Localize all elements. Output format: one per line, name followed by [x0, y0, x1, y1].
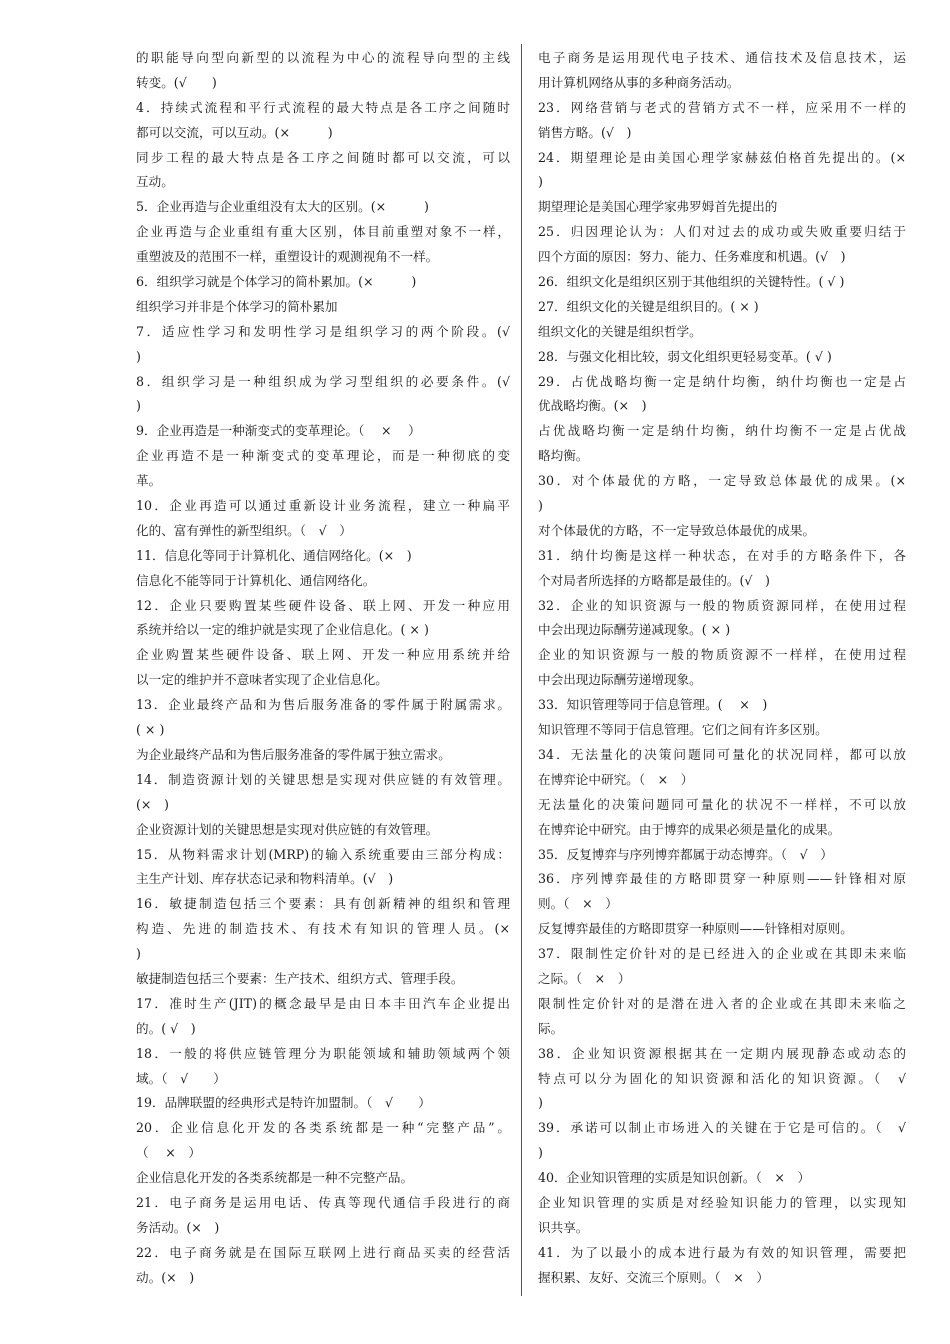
text-line: 32．企业的知识资源与一般的物质资源同样，在使用过程 [538, 597, 906, 613]
text-line: ) [538, 1095, 543, 1111]
text-line: 转变。(√ ) [136, 74, 217, 90]
text-line: 化的、富有弹性的新型组织。（ √ ） [136, 522, 352, 538]
text-line: 6．组织学习就是个体学习的简朴累加。(× ) [136, 274, 417, 290]
text-line: 组织学习并非是个体学习的简朴累加 [136, 298, 338, 314]
text-line: 28．与强文化相比较，弱文化组织更轻易变革。( √ ) [538, 348, 832, 364]
left-column [136, 46, 510, 1291]
text-line: 中会出现边际酬劳递增现象。 [538, 672, 702, 688]
text-line: 中会出现边际酬劳递减现象。( × ) [538, 622, 731, 638]
text-line: 12．企业只要购置某些硬件设备、联上网、开发一种应用 [136, 597, 510, 613]
text-line: 都可以交流，可以互动。(× ) [136, 124, 333, 140]
text-line: 同步工程的最大特点是各工序之间随时都可以交流，可以 [136, 149, 510, 165]
text-line: 信息化不能等同于计算机化、通信网络化。 [136, 572, 376, 588]
text-line: 38．企业知识资源根据其在一定期内展现静态或动态的 [538, 1045, 906, 1061]
text-line: 务活动。(× ) [136, 1219, 220, 1235]
text-line: 36．序列博弈最佳的方略即贯穿一种原则——针锋相对原 [538, 871, 906, 887]
text-line: 27．组织文化的关键是组织目的。( × ) [538, 298, 759, 314]
text-line: 的职能导向型向新型的以流程为中心的流程导向型的主线 [136, 50, 510, 65]
text-line: 24．期望理论是由美国心理学家赫兹伯格首先提出的。(× [538, 149, 906, 165]
text-line: 的。( √ ) [136, 1020, 196, 1036]
text-line: 企业信息化开发的各类系统都是一种不完整产品。 [136, 1170, 414, 1186]
text-line: 40．企业知识管理的实质是知识创新。（ × ） [538, 1170, 811, 1186]
text-line: 革。 [136, 473, 162, 489]
text-line: 企业的知识资源与一般的物质资源不一样样，在使用过程 [538, 647, 906, 663]
text-line: ) [136, 398, 141, 414]
text-line: 主生产计划、库存状态记录和物料清单。(√ ) [136, 871, 394, 887]
text-line: 14．制造资源计划的关键思想是实现对供应链的有效管理。 [136, 771, 510, 787]
text-line: 4．持续式流程和平行式流程的最大特点是各工序之间随时 [136, 99, 510, 115]
text-line: 企业再造与企业重组有重大区别，体目前重塑对象不一样， [136, 224, 510, 240]
text-line: 35．反复博弈与序列博弈都属于动态博弈。（ √ ） [538, 846, 833, 862]
text-line: 则。（ × ） [538, 896, 618, 912]
text-line: ) [136, 348, 141, 364]
text-line: 限制性定价针对的是潜在进入者的企业或在其即未来临之 [538, 995, 906, 1011]
text-line: 21．电子商务是运用电话、传真等现代通信手段进行的商 [136, 1194, 510, 1210]
column-divider [521, 44, 522, 1296]
text-line: 之际。（ × ） [538, 970, 631, 986]
text-line: 互动。 [136, 174, 174, 190]
text-line: 重塑波及的范围不一样，重塑设计的观测视角不一样。 [136, 249, 439, 265]
text-line: 电子商务是运用现代电子技术、通信技术及信息技术，运 [538, 50, 906, 65]
text-line: 29．占优战略均衡一定是纳什均衡，纳什均衡也一定是占 [538, 373, 906, 389]
text-line: 16．敏捷制造包括三个要素：具有创新精神的组织和管理 [136, 896, 510, 912]
text-line: 握积累、友好、交流三个原则。（ × ） [538, 1269, 769, 1285]
text-line: 用计算机网络从事的多种商务活动。 [538, 74, 740, 90]
text-line: 31．纳什均衡是这样一种状态，在对手的方略条件下，各 [538, 547, 906, 563]
text-line: 18．一般的将供应链管理分为职能领域和辅助领域两个领 [136, 1045, 510, 1061]
text-line: 20．企业信息化开发的各类系统都是一种“完整产品”。 [136, 1120, 510, 1136]
text-line: 无法量化的决策问题同可量化的状况不一样样，不可以放 [538, 796, 906, 812]
text-line: 期望理论是美国心理学家弗罗姆首先提出的 [538, 199, 778, 215]
text-line: 系统并给以一定的维护就是实现了企业信息化。( × ) [136, 622, 429, 638]
text-line: 占优战略均衡一定是纳什均衡，纳什均衡不一定是占优战 [538, 423, 906, 439]
text-line: 37．限制性定价针对的是已经进入的企业或在其即未来临 [538, 946, 906, 962]
text-line: 敏捷制造包括三个要素：生产技术、组织方式、管理手段。 [136, 970, 464, 986]
text-line: 11．信息化等同于计算机化、通信网络化。(× ) [136, 547, 412, 563]
text-line: 19．品牌联盟的经典形式是特许加盟制。（ √ ） [136, 1095, 431, 1111]
text-line: 域。（ √ ） [136, 1070, 226, 1086]
text-line: 22．电子商务就是在国际互联网上进行商品买卖的经营活 [136, 1244, 510, 1260]
text-line: 特点可以分为固化的知识资源和活化的知识资源。（ √ [538, 1070, 906, 1086]
text-line: 个对局者所选择的方略都是最佳的。(√ ) [538, 572, 770, 588]
text-line: 13．企业最终产品和为售后服务准备的零件属于附属需求。 [136, 697, 510, 713]
text-line: 在博弈论中研究。（ × ） [538, 771, 694, 787]
text-line: 略均衡。 [538, 448, 589, 464]
text-line: 15．从物料需求计划(MRP)的输入系统重要由三部分构成： [136, 846, 510, 862]
text-line: 销售方略。(√ ) [538, 124, 632, 140]
text-line: 26．组织文化是组织区别于其他组织的关键特性。( √ ) [538, 274, 845, 290]
text-line: 8．组织学习是一种组织成为学习型组织的必要条件。(√ [136, 373, 510, 389]
text-line: 在博弈论中研究。由于博弈的成果必须是量化的成果。 [538, 821, 841, 837]
text-line: 9．企业再造是一种渐变式的变革理论。（ × ） [136, 423, 421, 439]
text-line: (× ) [136, 796, 169, 812]
text-line: 对个体最优的方略，不一定导致总体最优的成果。 [538, 522, 816, 538]
text-line: 识共享。 [538, 1219, 589, 1235]
text-line: ) [538, 1145, 543, 1161]
text-line: 34．无法量化的决策问题同可量化的状况同样，都可以放 [538, 746, 906, 762]
text-line: 39．承诺可以制止市场进入的关键在于它是可信的。（ √ [538, 1120, 906, 1136]
text-line: ( × ) [136, 722, 165, 738]
text-line: 动。(× ) [136, 1269, 195, 1285]
text-line: 为企业最终产品和为售后服务准备的零件属于独立需求。 [136, 746, 451, 762]
text-line: 优战略均衡。(× ) [538, 398, 647, 414]
text-line: ) [538, 498, 543, 514]
text-line: 33．知识管理等同于信息管理。( × ) [538, 697, 768, 713]
text-line: 以一定的维护并不意味者实现了企业信息化。 [136, 672, 388, 688]
text-line: 四个方面的原因：努力、能力、任务难度和机遇。(√ ) [538, 249, 846, 265]
text-line: 30．对个体最优的方略，一定导致总体最优的成果。(× [538, 473, 906, 489]
text-line: （ × ） [136, 1145, 201, 1161]
text-line: 企业购置某些硬件设备、联上网、开发一种应用系统并给 [136, 647, 510, 663]
text-line: 组织文化的关键是组织哲学。 [538, 323, 702, 339]
text-line: 际。 [538, 1020, 564, 1036]
text-line: 41．为了以最小的成本进行最为有效的知识管理，需要把 [538, 1244, 906, 1260]
text-line: 企业知识管理的实质是对经验知识能力的管理，以实现知 [538, 1194, 906, 1210]
text-line: 10．企业再造可以通过重新设计业务流程，建立一种扁平 [136, 498, 510, 514]
right-column [538, 46, 906, 1291]
text-line: 构造、先进的制造技术、有技术有知识的管理人员。(× [136, 921, 510, 937]
text-line: 反复博弈最佳的方略即贯穿一种原则——针锋相对原则。 [538, 921, 853, 937]
text-line: 企业资源计划的关键思想是实现对供应链的有效管理。 [136, 821, 439, 837]
text-line: ) [136, 946, 141, 962]
text-line: 23．网络营销与老式的营销方式不一样，应采用不一样的 [538, 99, 906, 115]
text-line: 5．企业再造与企业重组没有太大的区别。(× ) [136, 199, 429, 215]
text-line: 17．准时生产(JIT)的概念最早是由日本丰田汽车企业提出 [136, 995, 510, 1011]
text-line: 25．归因理论认为：人们对过去的成功或失败重要归结于 [538, 224, 906, 240]
text-line: ) [538, 174, 543, 190]
text-line: 企业再造不是一种渐变式的变革理论，而是一种彻底的变 [136, 448, 510, 464]
text-line: 知识管理不等同于信息管理。它们之间有许多区别。 [538, 722, 828, 738]
text-line: 7．适应性学习和发明性学习是组织学习的两个阶段。(√ [136, 323, 510, 339]
